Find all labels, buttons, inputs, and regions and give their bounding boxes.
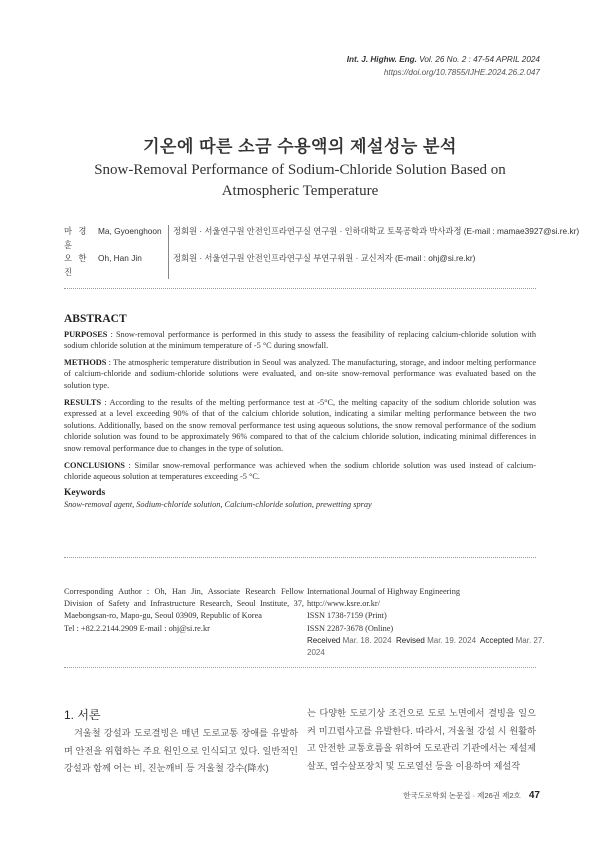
footer-text: 한국도로학회 논문집 · 제26권 제2호 [403,791,521,800]
issn-print: ISSN 1738-7159 (Print) [307,611,387,621]
body-text-right: 는 다양한 도로기상 조건으로 도로 노면에서 결빙을 일으켜 미끄럼사고를 유발한다. 따라서, 겨울철 강설 시 원활하고 안전한 교통흐름을 위하여 도로관리 기관에서는 제설제 살포, 염수살포장치 및 도로열선 등을 이용하여 제설작 [307,708,536,771]
body-text-left: 겨울철 강설과 도로결빙은 매년 도로교통 장애를 유발하며 안전을 위협하는 주요 원인으로 인식되고 있다. 일반적인 강설과 함께 어는 비, 진눈깨비 등 겨울철 강수(降水) [64,728,298,773]
title-korean: 기온에 따른 소금 수용액의 제설성능 분석 [143,137,457,156]
publication-dates [307,635,547,659]
purposes-label: PURPOSES [64,329,108,339]
results-text: : According to the results of the melting performance test at -5°C, the melting capacity of the sodium chloride solution was expressed at a level exceeding 90% of that of the calcium chloride solution, indicating a similar melting performance between the two solutions. Additionally, based on the snow removal performance test using aqueous solutions, the snow removal performance of the sodium chloride solution was found to be approximately 96% compared to that of the calcium chloride solution, indicating minimal differences in snow removal performance due to changes in the type of solution. [64,397,536,453]
results-label: RESULTS [64,397,102,407]
received-label: Received [307,635,341,645]
publication-info [307,586,547,659]
keywords-heading: Keywords [64,487,106,498]
divider-bottom [64,667,536,668]
author-list [64,225,579,279]
methods-label: METHODS [64,357,107,367]
accepted-date: Mar. 27. 2024 [307,635,545,658]
correspondence-block [64,586,304,635]
methods-paragraph [64,357,536,392]
results-paragraph [64,397,536,455]
author-name-korean: 마 경 훈 [64,226,89,250]
conclusions-text: : Similar snow-removal performance was achieved when the sodium chloride solution was used instead of calcium-chloride aqueous solution at temperatures exceeding -5 °C. [64,460,536,482]
abstract-block [64,314,536,511]
doi-link[interactable]: https://doi.org/10.7855/IJHE.2024.26.2.047 [383,68,540,77]
received-date: Mar. 18. 2024 [342,635,392,645]
author-name-english: Ma, Gyoenghoon [98,226,162,236]
corresponding-author: Corresponding Author : Oh, Han Jin, Associate Research Fellow Division of Safety and Infrastructure Research, Seoul Institute, 37, Maebongsan-ro, Mapo-gu, Seoul 03909, Republic of Korea [64,587,304,621]
keywords-text: Snow-removal agent, Sodium-chloride solution, Calcium-chloride solution, prewetting spray [64,500,372,510]
page-number: 47 [528,790,540,801]
conclusions-label: CONCLUSIONS [64,460,125,470]
author-affiliation: 정회원 · 서울연구원 안전인프라연구실 연구원 · 인하대학교 토목공학과 박사과정 (E-mail : mamae3927@si.re.kr) [168,225,579,252]
purposes-paragraph [64,329,536,352]
author-affiliation: 정회원 · 서울연구원 안전인프라연구실 부연구위원 · 교신저자 (E-mail : ohj@si.re.kr) [168,252,475,279]
conclusions-paragraph [64,460,536,483]
journal-name: Int. J. Highw. Eng. [346,55,417,64]
author-name-english: Oh, Han Jin [98,253,142,263]
volume-info: Vol. 26 No. 2 : 47-54 APRIL 2024 [419,55,540,64]
journal-header [347,53,540,79]
title-english: Snow-Removal Performance of Sodium-Chloride Solution Based on Atmospheric Temperature [94,162,506,199]
author-row [64,252,579,279]
page-footer [403,790,540,801]
accepted-label: Accepted [480,635,514,645]
section-title: 1. 서론 [64,708,101,722]
methods-text: : The atmospheric temperature distribution in Seoul was analyzed. The manufacturing, storage, and indoor melting performance of calcium-chloride and sodium-chloride solutions were evaluated, and on-site snow-removal performance was evaluated based on the solution type. [64,357,536,390]
author-row [64,225,579,252]
corresponding-contact: Tel : +82.2.2144.2909 E-mail : ohj@si.re.kr [64,623,210,633]
journal-full-name: International Journal of Highway Engineering [307,587,460,596]
issn-online: ISSN 2287-3678 (Online) [307,623,394,633]
abstract-heading: ABSTRACT [64,313,127,325]
divider-top [64,288,536,289]
journal-url[interactable]: http://www.ksre.or.kr/ [307,599,380,609]
purposes-text: : Snow-removal performance is performed in this study to assess the feasibility of replacing calcium-chloride solution with sodium chloride solution at the minimum temperature of -5 °C during snowfall. [64,329,536,351]
divider-middle [64,557,536,558]
author-name-korean: 오 한 진 [64,253,89,277]
revised-label: Revised [395,635,425,645]
revised-date: Mar. 19. 2024 [427,635,477,645]
